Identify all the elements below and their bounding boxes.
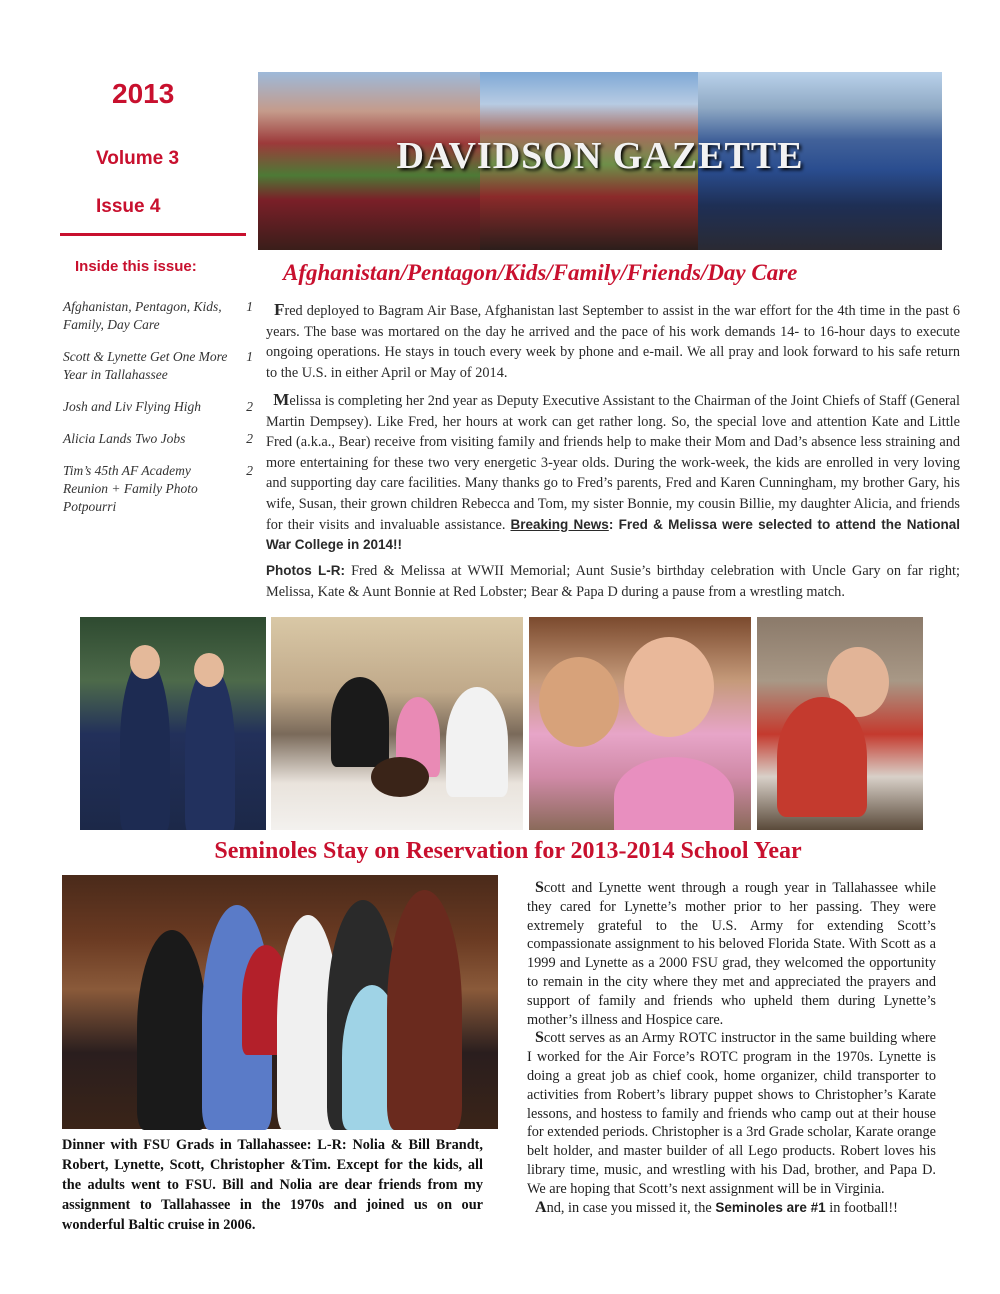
photo-birthday-celebration <box>271 617 523 830</box>
photo-bear-papa-d <box>757 617 923 830</box>
paragraph-text: nd, in case you missed it, the <box>546 1199 716 1216</box>
drop-cap: S <box>535 1029 544 1047</box>
photos-text: Fred & Melissa at WWII Memorial; Aunt Susie’s birthday celebration with Uncle Gary on far right; Melissa, Kate & Aunt Bonnie at Red Lobster; Bear & Papa D during a pause from a wrestling match. <box>266 563 960 600</box>
divider-rule <box>60 233 246 236</box>
toc-item-title: Afghanistan, Pentagon, Kids, Family, Day Care <box>63 299 222 332</box>
photos-label: Photos L-R: <box>266 563 346 578</box>
drop-cap: A <box>535 1198 547 1216</box>
article-paragraph <box>527 1199 936 1218</box>
toc-item <box>63 430 253 448</box>
article-body-column <box>527 879 936 1217</box>
drop-cap: S <box>535 879 544 896</box>
volume-label: Volume 3 <box>96 148 180 169</box>
article-paragraph <box>266 390 960 556</box>
breaking-news-text: : Fred & Melissa were selected to attend the National War College in 2014!! <box>266 516 960 553</box>
drop-cap: F <box>274 300 285 319</box>
toc-item-title: Alicia Lands Two Jobs <box>63 431 186 446</box>
toc-item-page: 2 <box>246 399 253 414</box>
photo-caption: Dinner with FSU Grads in Tallahassee: L-R: Nolia & Bill Brandt, Robert, Lynette, Scott, Christopher &Tim. Except for the kids, all the adults went to FSU. Bill and Nolia are dear friends from my assignment to Tallahassee in the 1970s and joined us on our wonderful Baltic cruise in 2006. <box>62 1137 483 1233</box>
article-paragraph <box>527 1029 936 1198</box>
emphasis-text: Seminoles are #1 <box>715 1199 826 1215</box>
photo-credits <box>266 561 960 602</box>
issue-label: Issue 4 <box>96 196 161 217</box>
paragraph-text: in football!! <box>825 1199 898 1216</box>
paragraph-text: red deployed to Bagram Air Base, Afghanistan last September to assist in the war effort for the 4th time in the past 6 years. The base was mortared on the day he arrived and the pace of his work demands 14- to 16-hour days to execute ongoing operations. He stays in touch every week by phone and e-mail. We all pray and look forward to his safe return to the U.S. in either April or May of 2014. <box>266 303 960 381</box>
toc-item-page: 2 <box>246 463 253 478</box>
toc-item-title: Josh and Liv Flying High <box>63 399 201 414</box>
masthead-banner <box>258 72 942 250</box>
paragraph-text: cott serves as an Army ROTC instructor in the same building where I worked for the Air Force’s ROTC program in the 1970s. Lynette is doing a great job as chief cook, home organizer, child transporter to activities from Robert’s library puppet shows to Christopher’s Karate lessons, and hostess to family and friends who camp out at their house for extended periods. Christopher is a 3rd Grade scholar, Karate orange belt holder, and master builder of all Lego products. Robert loves his library time, music, and wrestling with his Dad, brother, and Papa D. We are hoping that Scott’s next assignment will be in Virginia. <box>527 1030 936 1197</box>
toc-item <box>63 348 253 384</box>
inside-this-issue-heading: Inside this issue: <box>75 258 197 275</box>
table-of-contents <box>63 298 253 530</box>
toc-item-page: 1 <box>246 349 253 364</box>
toc-item-page: 1 <box>246 299 253 314</box>
toc-item <box>63 298 253 334</box>
toc-item-title: Scott & Lynette Get One More Year in Tallahassee <box>63 349 228 382</box>
newsletter-title: DAVIDSON GAZETTE <box>396 135 804 177</box>
drop-cap: M <box>273 390 290 409</box>
photo-red-lobster <box>529 617 751 830</box>
paragraph-text: cott and Lynette went through a rough year in Tallahassee while they cared for Lynette’s mother prior to her passing. They were extremely grateful to the U.S. Army for extending Scott’s compassionate assignment to his beloved Florida State. With Scott as a 1999 and Lynette as a 2000 FSU grad, they welcomed the opportunity to remain in the city where they met and appreciated the prayers and support of family and friends who upheld them during Lynette’s mother’s illness and Hospice care. <box>527 880 936 1028</box>
toc-item <box>63 398 253 416</box>
photo-fred-melissa-memorial <box>80 617 266 830</box>
breaking-news-label: Breaking News <box>510 516 609 532</box>
article-headline: Afghanistan/Pentagon/Kids/Family/Friends/Day Care <box>283 260 798 285</box>
paragraph-text: elissa is completing her 2nd year as Deputy Executive Assistant to the Chairman of the Joint Chiefs of Staff (General Martin Dempsey). Like Fred, her hours at work can get rather long. So, the special love and attention Kate and Little Fred (a.k.a., Bear) receive from visiting family and friends help to make their Mom and Dad’s absence less straining and more entertaining for these two very energetic 3-year olds. During the work-week, the kids are enrolled in very loving and supporting day care facilities. Many thanks go to Fred’s parents, Fred and Karen Cunningham, my brother Gary, his wife, Susan, their grown children Rebecca and Tom, my sister Bonnie, my cousin Billie, my daughter Alicia, and friends for their visits and invaluable assistance. <box>266 393 961 533</box>
article-paragraph <box>527 879 936 1029</box>
article-headline-text: Seminoles Stay on Reservation for 2013-2014 School Year <box>214 838 802 864</box>
toc-item-title: Tim’s 45th AF Academy Reunion + Family Photo Potpourri <box>63 463 198 514</box>
issue-year: 2013 <box>112 78 175 109</box>
article-headline <box>0 838 1000 865</box>
article-paragraph <box>266 300 960 383</box>
toc-item <box>63 462 253 516</box>
photo-fsu-dinner <box>62 875 498 1129</box>
toc-item-page: 2 <box>246 431 253 446</box>
